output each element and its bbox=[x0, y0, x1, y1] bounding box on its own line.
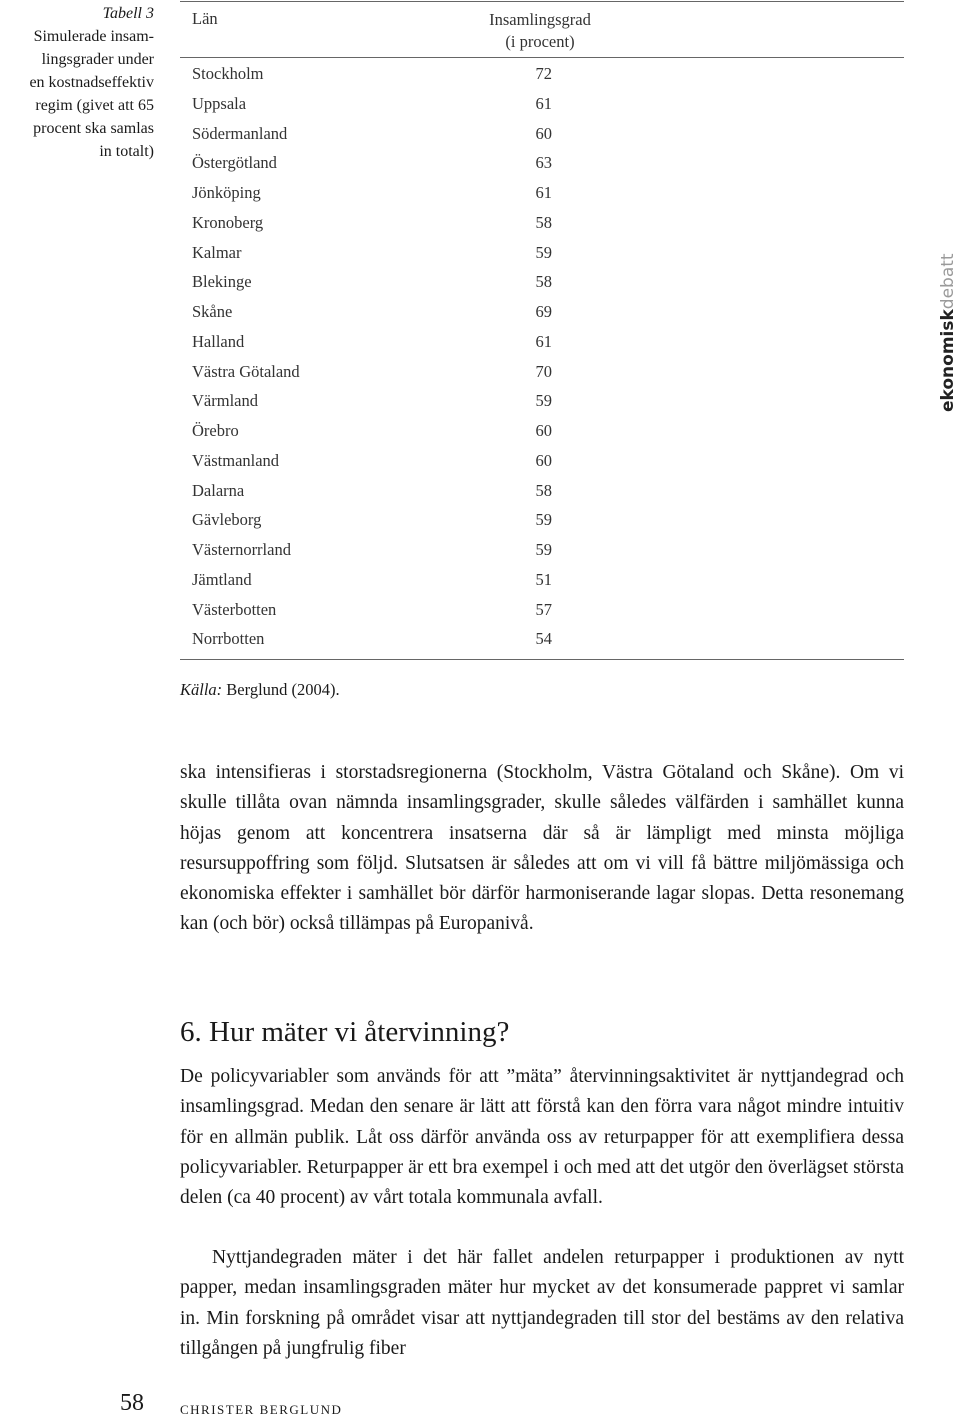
table-row bbox=[180, 389, 904, 419]
cell-value: 69 bbox=[535, 302, 552, 321]
header-value-line-1: Insamlingsgrad bbox=[489, 10, 591, 29]
table-row bbox=[180, 598, 904, 628]
caption-line: Simulerade insam- bbox=[33, 28, 154, 45]
table-row bbox=[180, 92, 904, 122]
column-header-value bbox=[460, 9, 620, 53]
table-row bbox=[180, 300, 904, 330]
cell-lan: Västerbotten bbox=[192, 599, 277, 619]
caption-line: regim (givet att 65 bbox=[35, 97, 154, 114]
cell-lan: Södermanland bbox=[192, 123, 288, 143]
cell-value: 72 bbox=[535, 64, 552, 83]
cell-lan: Halland bbox=[192, 331, 245, 351]
cell-value: 59 bbox=[535, 242, 552, 262]
table-row bbox=[180, 211, 904, 241]
table-row bbox=[180, 270, 904, 300]
table-row bbox=[180, 241, 904, 271]
cell-value: 63 bbox=[535, 153, 552, 173]
table-body bbox=[180, 62, 904, 657]
cell-value: 61 bbox=[535, 93, 552, 113]
cell-value: 60 bbox=[535, 450, 552, 470]
cell-lan: Blekinge bbox=[192, 272, 252, 292]
cell-value: 58 bbox=[535, 212, 552, 232]
header-value-line-2: (i procent) bbox=[505, 32, 575, 51]
brand-part-1: ekonomisk bbox=[938, 309, 958, 412]
cell-value: 58 bbox=[535, 480, 552, 500]
cell-lan: Östergötland bbox=[192, 153, 277, 173]
cell-value: 61 bbox=[535, 183, 552, 202]
table-bottom-rule bbox=[180, 659, 904, 660]
cell-lan: Norrbotten bbox=[192, 629, 265, 649]
table-row bbox=[180, 360, 904, 390]
caption-line: procent ska samlas bbox=[33, 120, 154, 137]
cell-lan: Västra Götaland bbox=[192, 361, 300, 381]
journal-brand bbox=[937, 252, 959, 412]
cell-value: 58 bbox=[535, 272, 552, 292]
source-text: Berglund (2004). bbox=[226, 680, 340, 699]
cell-lan: Uppsala bbox=[192, 93, 247, 113]
table-row bbox=[180, 449, 904, 479]
table-top-rule bbox=[180, 1, 904, 2]
table-caption bbox=[0, 2, 154, 163]
cell-lan: Kalmar bbox=[192, 242, 242, 262]
cell-lan: Örebro bbox=[192, 421, 239, 440]
section-heading: 6. Hur mäter vi återvinning? bbox=[180, 1016, 510, 1048]
cell-value: 57 bbox=[535, 599, 552, 619]
cell-lan: Västmanland bbox=[192, 450, 280, 470]
table-row bbox=[180, 181, 904, 211]
table-row bbox=[180, 330, 904, 360]
body-paragraph-3: Nyttjandegraden mäter i det här fallet andelen returpapper i produktionen av nytt papper, medan insamlingsgraden mäter hur mycket av det konsumerade pappret vi samlar in. Min forskning på området visar att nyttjandegraden till stor del bestäms av den relativa tillgången på jungfrulig fiber bbox=[180, 1247, 904, 1359]
cell-value: 70 bbox=[535, 361, 552, 381]
table-row bbox=[180, 419, 904, 449]
cell-value: 51 bbox=[535, 569, 552, 589]
running-author: CHRISTER BERGLUND bbox=[180, 1402, 343, 1417]
cell-lan: Värmland bbox=[192, 391, 258, 411]
cell-lan: Jämtland bbox=[192, 569, 252, 589]
cell-value: 59 bbox=[535, 510, 552, 530]
cell-lan: Kronoberg bbox=[192, 212, 264, 232]
cell-lan: Stockholm bbox=[192, 64, 264, 83]
table-source bbox=[180, 680, 340, 700]
table-row bbox=[180, 508, 904, 538]
cell-lan: Jönköping bbox=[192, 183, 261, 202]
table-row bbox=[180, 568, 904, 598]
caption-label: Tabell 3 bbox=[102, 5, 154, 22]
cell-value: 60 bbox=[535, 123, 552, 143]
cell-value: 60 bbox=[535, 421, 552, 440]
cell-value: 59 bbox=[535, 391, 552, 411]
table-row bbox=[180, 151, 904, 181]
caption-line: en kostnadseffektiv bbox=[29, 74, 154, 91]
table-row bbox=[180, 62, 904, 92]
cell-lan: Västernorrland bbox=[192, 540, 291, 559]
cell-value: 59 bbox=[535, 540, 552, 559]
cell-value: 54 bbox=[535, 629, 552, 649]
table-header-rule bbox=[180, 57, 904, 58]
cell-value: 61 bbox=[535, 331, 552, 351]
caption-line: lingsgrader under bbox=[41, 51, 154, 68]
page-number: 58 bbox=[120, 1390, 144, 1416]
cell-lan: Gävleborg bbox=[192, 510, 262, 530]
source-label: Källa: bbox=[180, 680, 223, 699]
brand-part-2: debatt bbox=[938, 253, 958, 310]
body-paragraph-1: ska intensifieras i storstadsregionerna (Stockholm, Västra Götaland och Skåne). Om vi skulle tillåta ovan nämnda insamlingsgrader, skulle således välfärden i samhället kunna höjas genom att koncentrera insatserna där så är lämpligt med minsta möjliga resursuppoffring som följd. Slutsatsen är således att om vi vill få bättre miljömässiga och ekonomiska effekter i samhället bör därför harmoniserande lagar slopas. Detta resonemang kan (och bör) också tillämpas på Europanivå. bbox=[180, 762, 904, 935]
table-row bbox=[180, 122, 904, 152]
body-paragraph-2: De policyvariabler som används för att ”mäta” återvinningsaktivitet är nyttjandegrad och insamlingsgrad. Medan den senare är lätt att förstå kan den förra vara något mindre intuitiv för en allmän publik. Låt oss därför använda oss av returpapper för att exemplifiera dessa policyvariabler. Returpapper är ett bra exempel i och med att det utgör den överlägset största delen (ca 40 procent) av vårt totala kommunala avfall. bbox=[180, 1066, 904, 1209]
caption-line: in totalt) bbox=[99, 143, 154, 160]
cell-lan: Dalarna bbox=[192, 480, 245, 500]
table-row bbox=[180, 538, 904, 568]
cell-lan: Skåne bbox=[192, 302, 233, 321]
table-row bbox=[180, 479, 904, 509]
column-header-lan: Län bbox=[192, 9, 218, 28]
table-row bbox=[180, 627, 904, 657]
